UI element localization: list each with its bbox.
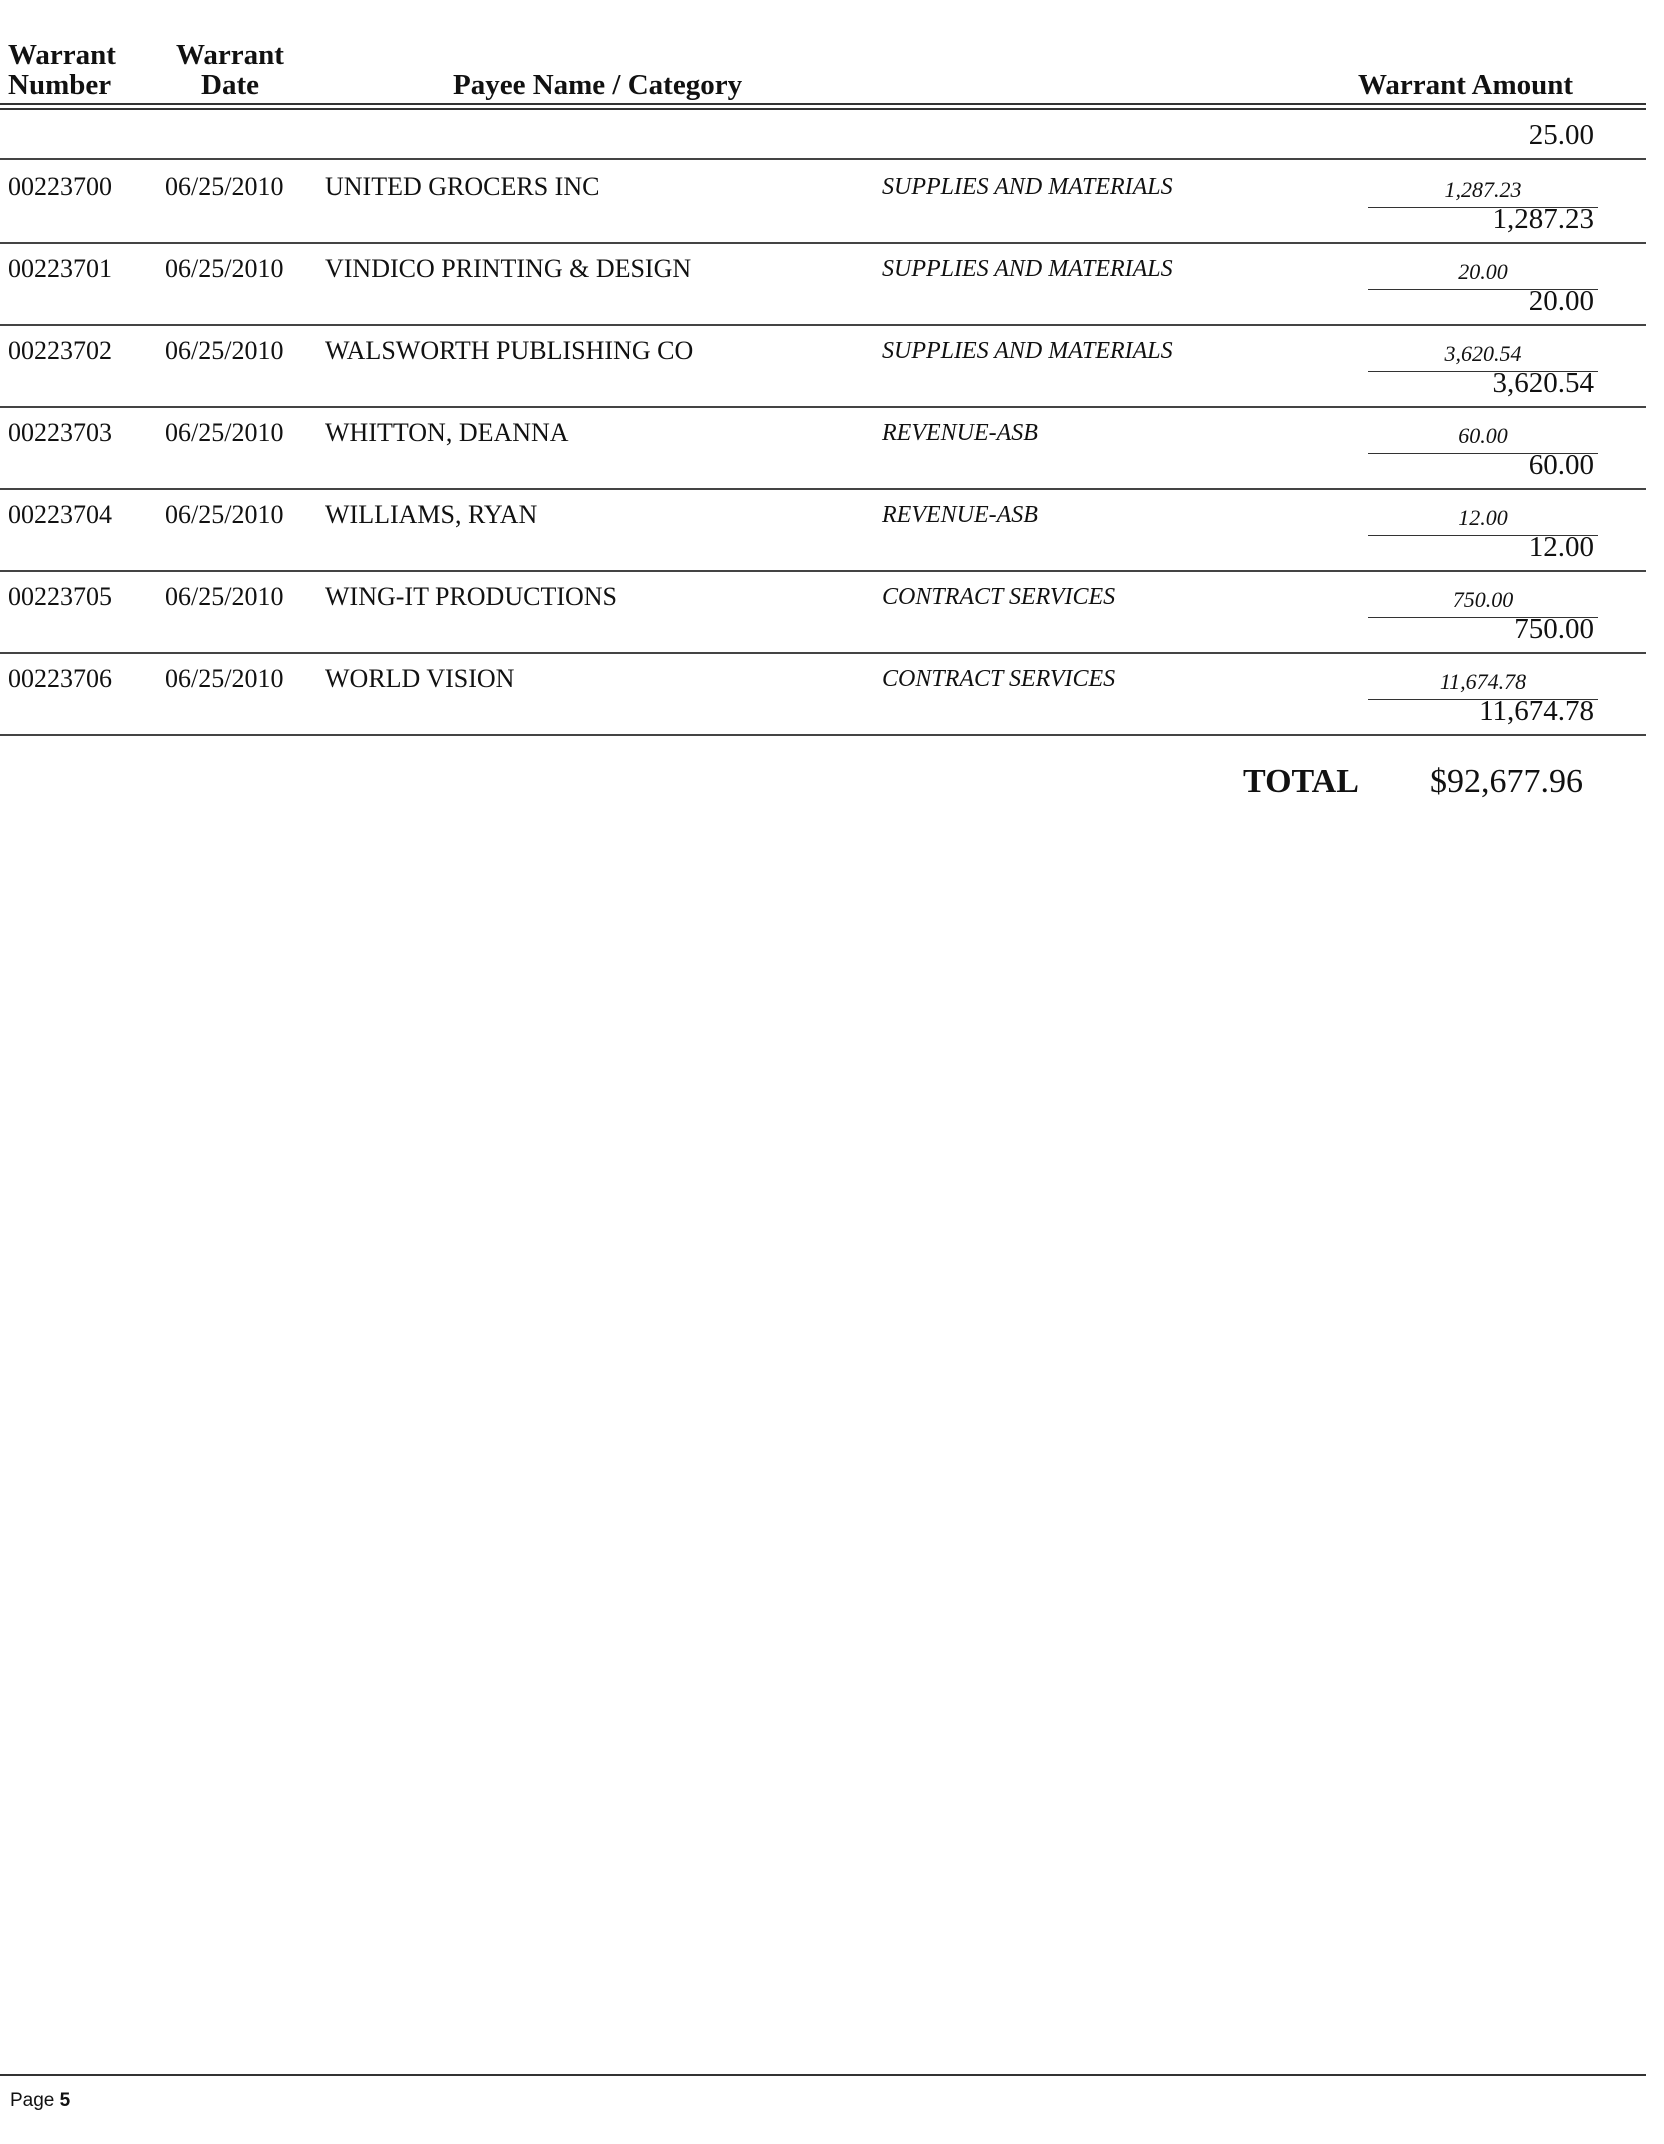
payee-name: WALSWORTH PUBLISHING CO bbox=[325, 336, 694, 365]
category-amount: 12.00 bbox=[1368, 503, 1598, 536]
carryover-amount: 25.00 bbox=[1528, 119, 1594, 151]
payee-name: WORLD VISION bbox=[325, 664, 515, 693]
warrant-amount: 60.00 bbox=[1528, 449, 1594, 481]
warrant-amount: 3,620.54 bbox=[1492, 367, 1594, 399]
header-warrant-number-line1: Warrant bbox=[8, 39, 116, 71]
total-value: $92,677.96 bbox=[1430, 763, 1583, 800]
warrant-number: 00223705 bbox=[8, 582, 112, 611]
warrant-date: 06/25/2010 bbox=[165, 418, 284, 447]
table-row bbox=[0, 324, 1646, 408]
table-row bbox=[0, 160, 1646, 244]
warrant-number: 00223704 bbox=[8, 500, 112, 529]
table-row bbox=[0, 488, 1646, 572]
category: CONTRACT SERVICES bbox=[882, 584, 1116, 610]
category: CONTRACT SERVICES bbox=[882, 666, 1116, 692]
carryover-row bbox=[0, 110, 1646, 160]
category-amount: 11,674.78 bbox=[1368, 667, 1598, 700]
total-label: TOTAL bbox=[1243, 763, 1359, 800]
table-row bbox=[0, 242, 1646, 326]
header-warrant-amount: Warrant Amount bbox=[1358, 69, 1574, 101]
warrant-date: 06/25/2010 bbox=[165, 664, 284, 693]
page-footer bbox=[10, 2090, 70, 2112]
header-warrant-date bbox=[165, 40, 295, 100]
warrant-number: 00223702 bbox=[8, 336, 112, 365]
header-payee-category: Payee Name / Category bbox=[453, 69, 743, 101]
warrant-date: 06/25/2010 bbox=[165, 172, 284, 201]
warrant-number: 00223700 bbox=[8, 172, 112, 201]
payee-name: WHITTON, DEANNA bbox=[325, 418, 569, 447]
warrant-amount: 750.00 bbox=[1514, 613, 1594, 645]
payee-name: VINDICO PRINTING & DESIGN bbox=[325, 254, 692, 283]
category: SUPPLIES AND MATERIALS bbox=[882, 256, 1173, 282]
warrant-number: 00223706 bbox=[8, 664, 112, 693]
warrant-date: 06/25/2010 bbox=[165, 582, 284, 611]
category-amount: 3,620.54 bbox=[1368, 339, 1598, 372]
warrant-amount: 12.00 bbox=[1528, 531, 1594, 563]
warrant-date: 06/25/2010 bbox=[165, 500, 284, 529]
payee-name: UNITED GROCERS INC bbox=[325, 172, 600, 201]
header-rule bbox=[0, 103, 1646, 105]
payee-name: WILLIAMS, RYAN bbox=[325, 500, 538, 529]
category: REVENUE-ASB bbox=[882, 502, 1038, 528]
header-warrant-number-line2: Number bbox=[8, 69, 112, 101]
footer-rule bbox=[0, 2074, 1646, 2076]
warrant-number: 00223701 bbox=[8, 254, 112, 283]
page-label: Page bbox=[10, 2090, 55, 2111]
payee-name: WING-IT PRODUCTIONS bbox=[325, 582, 618, 611]
category: SUPPLIES AND MATERIALS bbox=[882, 174, 1173, 200]
warrant-date: 06/25/2010 bbox=[165, 336, 284, 365]
warrant-amount: 1,287.23 bbox=[1492, 203, 1594, 235]
category: SUPPLIES AND MATERIALS bbox=[882, 338, 1173, 364]
table-header bbox=[0, 0, 1664, 110]
warrant-amount: 20.00 bbox=[1528, 285, 1594, 317]
warrant-amount: 11,674.78 bbox=[1479, 695, 1594, 727]
category-amount: 1,287.23 bbox=[1368, 175, 1598, 208]
category-amount: 60.00 bbox=[1368, 421, 1598, 454]
table-row bbox=[0, 406, 1646, 490]
category: REVENUE-ASB bbox=[882, 420, 1038, 446]
category-amount: 20.00 bbox=[1368, 257, 1598, 290]
table-row bbox=[0, 652, 1646, 736]
header-warrant-date-line2: Date bbox=[201, 69, 259, 101]
page-number: 5 bbox=[59, 2090, 71, 2111]
warrant-number: 00223703 bbox=[8, 418, 112, 447]
header-warrant-number bbox=[8, 40, 116, 100]
table-row bbox=[0, 570, 1646, 654]
header-warrant-date-line1: Warrant bbox=[176, 39, 284, 71]
warrant-date: 06/25/2010 bbox=[165, 254, 284, 283]
category-amount: 750.00 bbox=[1368, 585, 1598, 618]
